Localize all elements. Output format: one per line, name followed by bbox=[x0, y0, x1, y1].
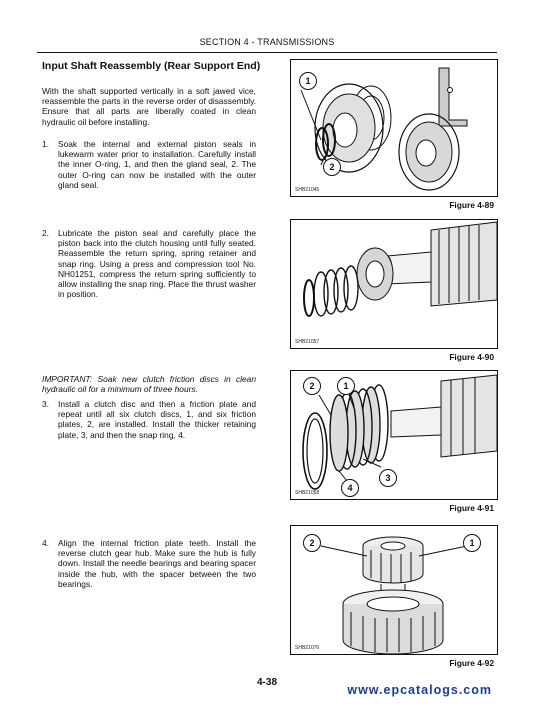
callout-4: 4 bbox=[341, 479, 359, 497]
page-number: 4-38 bbox=[256, 677, 277, 688]
figure-4-91 bbox=[290, 370, 498, 500]
section-title: Input Shaft Reassembly (Rear Support End) bbox=[42, 60, 261, 72]
step-1-number: 1. bbox=[42, 139, 49, 149]
callout-1: 1 bbox=[299, 72, 317, 90]
step-2-text: Lubricate the piston seal and carefully place the piston back into the clutch housing until fully seated. Reassemble the return spring, spring retainer and snap ring. Using a press and compression tool No. NH01251, compress the return spring sufficiently to allow installing the snap ring. Place the thrust washer in position. bbox=[58, 228, 256, 300]
callout-2: 2 bbox=[303, 377, 321, 395]
figure-4-91-caption: Figure 4-91 bbox=[449, 503, 494, 513]
step-1-text: Soak the internal and external piston seals in lukewarm water prior to installation. Carefully install the inner O-ring, 1, and then the gland seal, 2. The outer O-ring can now be installed with the outer gland seal. bbox=[58, 139, 256, 190]
callout-2: 2 bbox=[323, 158, 341, 176]
figure-4-92-caption: Figure 4-92 bbox=[449, 658, 494, 668]
important-note: IMPORTANT: Soak new clutch friction discs in clean hydraulic oil for a minimum of three hours. bbox=[42, 374, 256, 395]
figure-4-89-caption: Figure 4-89 bbox=[449, 200, 494, 210]
figure-4-90-illustration bbox=[291, 220, 497, 348]
header-rule bbox=[37, 52, 497, 53]
step-3-number: 3. bbox=[42, 399, 49, 409]
figure-4-89-illustration bbox=[291, 60, 497, 196]
figure-code: SHB21058 bbox=[295, 490, 320, 496]
watermark-link[interactable]: www.epcatalogs.com bbox=[347, 683, 492, 697]
figure-code: SHB21076 bbox=[295, 645, 320, 651]
figure-code: SHB21045 bbox=[295, 187, 320, 193]
callout-3: 3 bbox=[379, 469, 397, 487]
figure-code: SHB21057 bbox=[295, 339, 320, 345]
section-header: SECTION 4 - TRANSMISSIONS bbox=[199, 37, 335, 47]
callout-1: 1 bbox=[337, 377, 355, 395]
figure-4-90-caption: Figure 4-90 bbox=[449, 352, 494, 362]
figure-4-89 bbox=[290, 59, 498, 197]
callout-2: 2 bbox=[303, 534, 321, 552]
callout-1: 1 bbox=[463, 534, 481, 552]
figure-4-92 bbox=[290, 525, 498, 655]
step-4-text: Align the internal friction plate teeth. Install the reverse clutch gear hub. Make sure the hub is fully down. Install the needle bearings and bearing spacer inside the hub, with the spacer between the two bearings. bbox=[58, 538, 256, 589]
step-3-text: Install a clutch disc and then a friction plate and repeat until all six clutch discs, 1, and six friction plates, 2, are installed. Install the thicker retaining plate, 3, and then the snap ring, 4. bbox=[58, 399, 256, 440]
figure-4-90 bbox=[290, 219, 498, 349]
step-4-number: 4. bbox=[42, 538, 49, 548]
intro-paragraph: With the shaft supported vertically in a soft jawed vice, reassemble the parts in the reverse order of disassembly. Ensure that all parts are liberally coated in clean hydraulic oil before installing. bbox=[42, 86, 256, 127]
step-2-number: 2. bbox=[42, 228, 49, 238]
